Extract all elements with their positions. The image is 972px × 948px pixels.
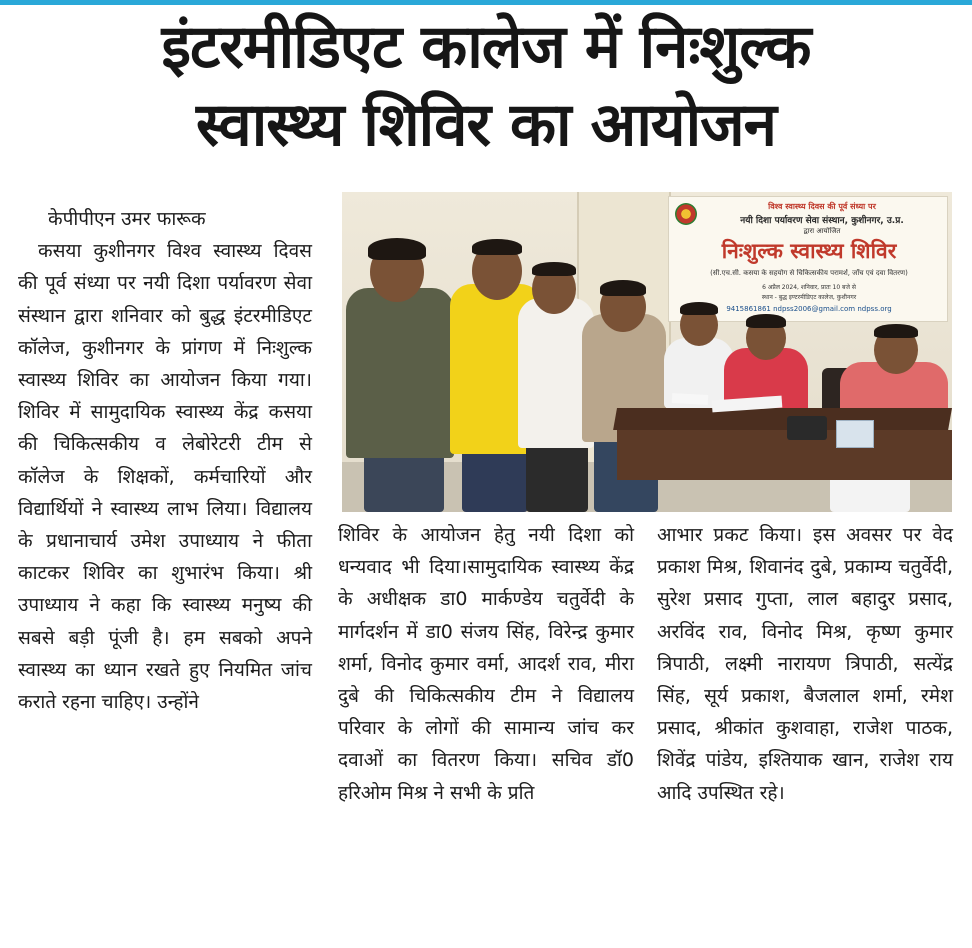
banner-line-3: द्वारा आयोजित: [803, 227, 841, 235]
article-paragraph-1: कसया कुशीनगर विश्व स्वास्थ्य दिवस की पूर्व संध्या पर नयी दिशा पर्यावरण सेवा संस्थान द्वारा शनिवार को बुद्ध इंटरमीडिएट कॉलेज, कुशीनगर के प्रांगण में निःशुल्क स्वास्थ्य शिविर का आयोजन किया गया। शिविर में सामुदायिक स्वास्थ्य केंद्र कसया की चिकित्सकीय व लेबोरेटरी टीम से कॉलेज के शिक्षकों, कर्मचारियों और विद्यार्थियों ने स्वास्थ्य लाभ लिया। विद्यालय के प्रधानाचार्य उमेश उपाध्याय ने फीता काटकर शिविर का शुभारंभ किया। श्री उपाध्याय ने कहा कि स्वास्थ्य मनुष्य की सबसे बड़ी पूंजी है। हम सबको अपने स्वास्थ्य का ध्यान रखते हुए नियमित जांच कराते रहना चाहिए। उन्होंने: [18, 240, 312, 714]
article-paragraph-2: शिविर के आयोजन हेतु नयी दिशा को धन्यवाद भी दिया।सामुदायिक स्वास्थ्य केंद्र के अधीक्षक डा0 मार्कण्डेय चतुर्वेदी के मार्गदर्शन में डा0 संजय सिंह, विरेन्द्र कुमार शर्मा, विनोद कुमार वर्मा, आदर्श राव, मीरा दुबे की चिकित्सकीय टीम ने विद्यालय परिवार के लोगों की सामान्य जांच कर दवाओं का वितरण किया। सचिव डॉ0 हरिओम मिश्र ने सभी के प्रति: [338, 524, 634, 804]
article-column-2: [338, 519, 634, 809]
byline: केपीपीएन उमर फारूक: [48, 208, 206, 230]
news-photo: [342, 192, 952, 512]
banner-line-2: नयी दिशा पर्यावरण सेवा संस्थान, कुशीनगर, उ.प्र.: [740, 216, 904, 226]
article-column-1: [18, 203, 312, 718]
headline-line-1: इंटरमीडिएट कालेज में निःशुल्क: [161, 12, 811, 82]
banner-line-1: विश्व स्वास्थ्य दिवस की पूर्व संध्या पर: [768, 202, 876, 211]
papers: [672, 393, 708, 405]
bp-monitor: [787, 416, 827, 440]
medicine-box: [836, 420, 874, 448]
banner-line-5: 6 अप्रैल 2024, शनिवार, प्रातः 10 बजे से: [762, 284, 856, 291]
headline-line-2: स्वास्थ्य शिविर का आयोजन: [196, 90, 776, 160]
banner-contact: 9415861861 ndpss2006@gmail.com ndpss.org: [726, 305, 892, 313]
banner-line-6: स्थान - बुद्ध इण्टरमीडिएट कालेज, कुशीनगर: [761, 294, 857, 301]
headline: [0, 8, 972, 164]
top-accent-rule: [0, 0, 972, 5]
desk-top: [613, 408, 952, 430]
banner-line-4: (सी.एच.सी. कसया के सहयोग से चिकित्सकीय परामर्श, जाँच एवं दवा वितरण): [710, 269, 908, 277]
article-column-3: [657, 519, 953, 809]
banner-title: निःशुल्क स्वास्थ्य शिविर: [721, 239, 897, 263]
desk-front: [617, 430, 952, 480]
article-paragraph-3: आभार प्रकट किया। इस अवसर पर वेद प्रकाश मिश्र, शिवानंद दुबे, प्रकाम्य चतुर्वेदी, सुरेश प्रसाद गुप्ता, लाल बहादुर प्रसाद, अरविंद राव, विनोद मिश्र, कृष्ण कुमार त्रिपाठी, लक्ष्मी नारायण त्रिपाठी, सत्येंद्र सिंह, सूर्य प्रकाश, बैजलाल शर्मा, रमेश प्रसाद, श्रीकांत कुशवाहा, राजेश पाठक, शिवेंद्र पांडेय, इश्तियाक खान, राजेश राय आदि उपस्थित रहे।: [657, 524, 953, 804]
organisation-logo-icon: [675, 203, 697, 225]
